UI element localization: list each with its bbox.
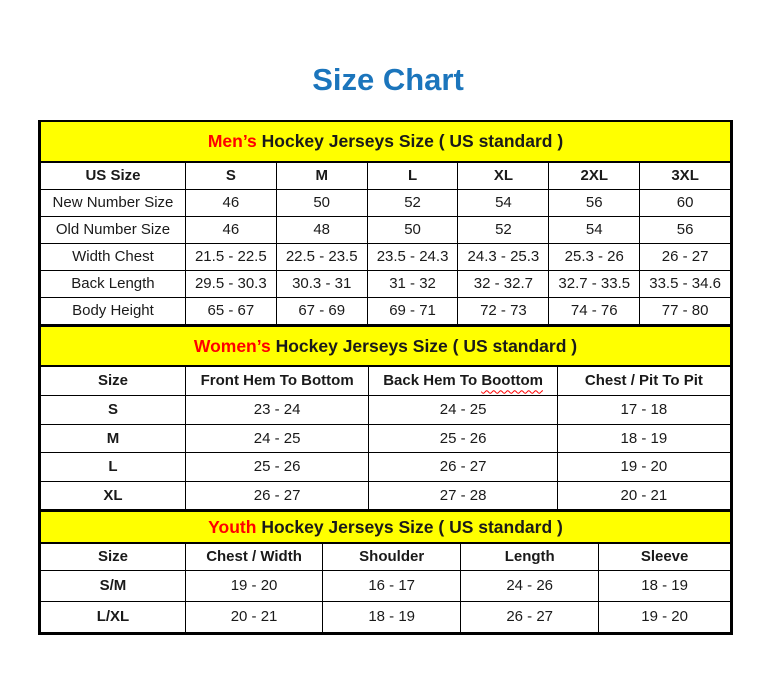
data-cell: 60 [640, 190, 731, 217]
column-header-cell: Chest / Width [185, 543, 322, 571]
data-cell: 19 - 20 [599, 602, 731, 633]
data-cell: 52 [367, 190, 458, 217]
womens-size-table [40, 325, 731, 510]
data-cell: 18 - 19 [557, 424, 730, 453]
table-row [41, 424, 731, 453]
row-label-cell: L/XL [41, 602, 186, 633]
mens-size-table [40, 122, 731, 325]
column-header-cell: S [185, 162, 276, 190]
data-cell: 67 - 69 [276, 298, 367, 325]
data-cell: 56 [640, 217, 731, 244]
column-header-cell: Length [461, 543, 599, 571]
data-cell: 16 - 17 [323, 571, 461, 602]
data-cell: 25 - 26 [369, 424, 557, 453]
data-cell: 69 - 71 [367, 298, 458, 325]
size-chart-tables [38, 120, 733, 635]
table-row [41, 453, 731, 482]
data-cell: 72 - 73 [458, 298, 549, 325]
data-cell: 65 - 67 [185, 298, 276, 325]
data-cell: 19 - 20 [557, 453, 730, 482]
table-row [41, 543, 731, 571]
row-label-cell: New Number Size [41, 190, 186, 217]
data-cell: 54 [549, 217, 640, 244]
table-row [41, 122, 731, 162]
row-label-cell: Width Chest [41, 244, 186, 271]
youth-size-table [40, 510, 731, 633]
column-header-cell: 2XL [549, 162, 640, 190]
table-row [41, 366, 731, 396]
data-cell: 33.5 - 34.6 [640, 271, 731, 298]
data-cell: 19 - 20 [185, 571, 322, 602]
data-cell: 20 - 21 [557, 481, 730, 510]
column-header-cell: Sleeve [599, 543, 731, 571]
youth-section-header [41, 511, 731, 543]
column-header-cell: XL [458, 162, 549, 190]
column-header-cell: L [367, 162, 458, 190]
data-cell: 23.5 - 24.3 [367, 244, 458, 271]
data-cell: 24.3 - 25.3 [458, 244, 549, 271]
mens-section-title: Hockey Jerseys Size ( US standard ) [261, 131, 564, 152]
misspelled-word: Boottom [481, 372, 543, 390]
page-title: Size Chart [312, 62, 464, 97]
data-cell: 26 - 27 [461, 602, 599, 633]
data-cell: 46 [185, 217, 276, 244]
data-cell: 27 - 28 [369, 481, 557, 510]
data-cell: 29.5 - 30.3 [185, 271, 276, 298]
data-cell: 32 - 32.7 [458, 271, 549, 298]
data-cell: 52 [458, 217, 549, 244]
youth-section-title: Hockey Jerseys Size ( US standard ) [261, 516, 563, 537]
womens-section-header [41, 326, 731, 366]
table-row [41, 271, 731, 298]
womens-section-title: Hockey Jerseys Size ( US standard ) [275, 335, 578, 356]
column-header-cell: Size [41, 366, 186, 396]
table-row [41, 511, 731, 543]
data-cell: 17 - 18 [557, 396, 730, 425]
column-header-cell: US Size [41, 162, 186, 190]
row-label-cell: Old Number Size [41, 217, 186, 244]
data-cell: 18 - 19 [599, 571, 731, 602]
data-cell: 25 - 26 [185, 453, 369, 482]
table-row [41, 326, 731, 366]
row-label-cell: L [41, 453, 186, 482]
data-cell: 50 [276, 190, 367, 217]
row-label-cell: S [41, 396, 186, 425]
column-header-cell: Chest / Pit To Pit [557, 366, 730, 396]
data-cell: 25.3 - 26 [549, 244, 640, 271]
data-cell: 22.5 - 23.5 [276, 244, 367, 271]
data-cell: 23 - 24 [185, 396, 369, 425]
column-header-cell: 3XL [640, 162, 731, 190]
data-cell: 32.7 - 33.5 [549, 271, 640, 298]
data-cell: 26 - 27 [369, 453, 557, 482]
data-cell: 26 - 27 [640, 244, 731, 271]
data-cell: 56 [549, 190, 640, 217]
column-header-cell [369, 366, 557, 396]
data-cell: 24 - 26 [461, 571, 599, 602]
data-cell: 24 - 25 [185, 424, 369, 453]
data-cell: 74 - 76 [549, 298, 640, 325]
data-cell: 30.3 - 31 [276, 271, 367, 298]
womens-section-highlight: Women’s [193, 335, 271, 356]
data-cell: 77 - 80 [640, 298, 731, 325]
table-row [41, 602, 731, 633]
table-row [41, 244, 731, 271]
column-header-cell: M [276, 162, 367, 190]
data-cell: 48 [276, 217, 367, 244]
column-header-text: Back Hem To [383, 372, 478, 390]
row-label-cell: M [41, 424, 186, 453]
table-row [41, 217, 731, 244]
data-cell: 31 - 32 [367, 271, 458, 298]
data-cell: 21.5 - 22.5 [185, 244, 276, 271]
data-cell: 20 - 21 [185, 602, 322, 633]
data-cell: 54 [458, 190, 549, 217]
data-cell: 18 - 19 [323, 602, 461, 633]
data-cell: 24 - 25 [369, 396, 557, 425]
table-row [41, 571, 731, 602]
data-cell: 26 - 27 [185, 481, 369, 510]
data-cell: 50 [367, 217, 458, 244]
youth-section-highlight: Youth [208, 516, 257, 537]
table-row [41, 162, 731, 190]
table-row [41, 481, 731, 510]
row-label-cell: S/M [41, 571, 186, 602]
row-label-cell: Back Length [41, 271, 186, 298]
column-header-cell: Size [41, 543, 186, 571]
row-label-cell: XL [41, 481, 186, 510]
mens-section-header [41, 122, 731, 162]
data-cell: 46 [185, 190, 276, 217]
mens-section-highlight: Men’s [207, 131, 257, 152]
column-header-cell: Front Hem To Bottom [185, 366, 369, 396]
table-row [41, 190, 731, 217]
table-row [41, 396, 731, 425]
row-label-cell: Body Height [41, 298, 186, 325]
table-row [41, 298, 731, 325]
column-header-cell: Shoulder [323, 543, 461, 571]
